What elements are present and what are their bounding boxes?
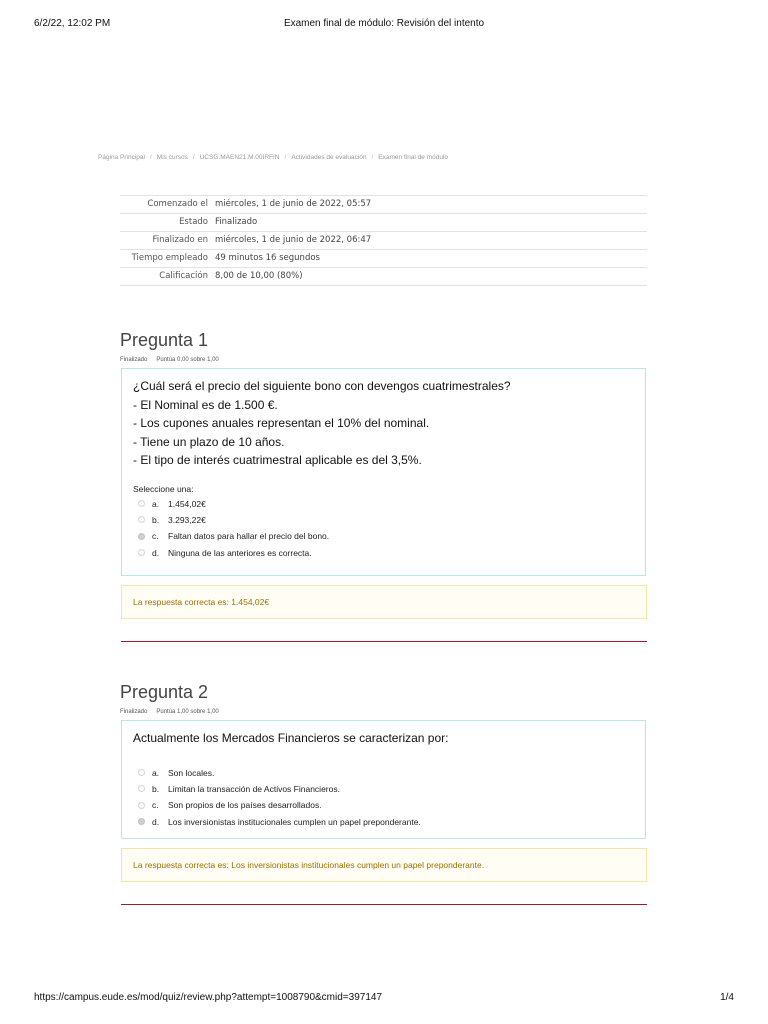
radio-button[interactable] [138, 516, 145, 523]
question-divider [121, 641, 647, 642]
radio-button[interactable] [138, 785, 145, 792]
question-score: Puntúa 1,00 sobre 1,00 [156, 709, 219, 715]
option-text: Los inversionistas institucionales cumplen un papel preponderante. [168, 816, 421, 827]
summary-value: miércoles, 1 de junio de 2022, 05:57 [215, 199, 372, 209]
summary-row-started [120, 196, 647, 214]
summary-value: 49 minutos 16 segundos [215, 253, 320, 263]
option-letter: c. [152, 531, 159, 542]
print-footer [34, 992, 734, 1006]
option-text: Son propios de los países desarrollados. [168, 800, 322, 811]
radio-button[interactable] [138, 769, 145, 776]
question-2-title: Pregunta 2 [120, 682, 209, 702]
option-text: Ninguna de las anteriores es correcta. [168, 547, 312, 558]
summary-label: Estado [179, 217, 208, 227]
print-datetime: 6/2/22, 12:02 PM [34, 18, 111, 29]
print-header [34, 18, 734, 32]
breadcrumb-separator: / [284, 154, 287, 161]
question-1-title: Pregunta 1 [120, 330, 209, 350]
option-letter: a. [152, 767, 160, 778]
question-2-content [121, 720, 646, 839]
breadcrumb-separator: / [149, 154, 152, 161]
option-letter: b. [152, 514, 160, 525]
summary-row-finished [120, 232, 647, 250]
question-text-line: - Los cupones anuales representan el 10% del nominal. [133, 416, 430, 430]
summary-label: Calificación [159, 271, 208, 281]
option-letter: b. [152, 783, 160, 794]
question-text-line: - El tipo de interés cuatrimestral aplicable es del 3,5%. [133, 453, 422, 467]
breadcrumb-item-exam[interactable]: Examen final de módulo [378, 154, 449, 161]
summary-label: Comenzado el [147, 199, 208, 209]
summary-value: Finalizado [215, 217, 258, 227]
answer-option-a[interactable] [138, 765, 634, 781]
question-2-feedback: La respuesta correcta es: Los inversionistas institucionales cumplen un papel preponderante. [121, 848, 647, 882]
breadcrumb-item-course[interactable]: UCSG.MAEN21.M.00IRFIN [199, 154, 280, 161]
option-letter: c. [152, 800, 159, 811]
option-text: Faltan datos para hallar el precio del bono. [168, 531, 330, 542]
question-status: Finalizado [120, 357, 148, 363]
answer-option-d[interactable] [138, 544, 634, 560]
breadcrumb-item-activities[interactable]: Actividades de evaluación [291, 154, 367, 161]
question-2-text [122, 721, 645, 748]
print-page-number: 1/4 [720, 992, 734, 1003]
question-divider [121, 904, 647, 905]
print-page-title: Examen final de módulo: Revisión del intento [283, 18, 485, 29]
question-1-content [121, 368, 646, 576]
summary-value: 8,00 de 10,00 (80%) [215, 271, 303, 281]
breadcrumb-item-home[interactable]: Página Principal [98, 154, 145, 161]
question-score: Puntúa 0,00 sobre 1,00 [156, 357, 219, 363]
option-letter: a. [152, 498, 160, 509]
option-letter: d. [152, 547, 160, 558]
summary-row-state [120, 214, 647, 232]
option-text: Son locales. [168, 767, 215, 778]
summary-label: Finalizado en [152, 235, 208, 245]
radio-button[interactable] [138, 500, 145, 507]
question-text-line: ¿Cuál será el precio del siguiente bono con devengos cuatrimestrales? [133, 379, 511, 393]
option-text: 1.454,02€ [168, 498, 206, 509]
radio-button-selected[interactable] [138, 533, 145, 540]
answer-option-d[interactable] [138, 813, 634, 829]
select-one-label: Seleccione una: [133, 483, 194, 494]
question-text-line: - El Nominal es de 1.500 €. [133, 397, 278, 412]
breadcrumb-separator: / [371, 154, 374, 161]
option-text: Limitan la transacción de Activos Financieros. [168, 783, 340, 794]
summary-row-time-taken [120, 250, 647, 268]
answer-option-b[interactable] [138, 781, 634, 797]
radio-button-selected[interactable] [138, 818, 145, 825]
answer-options [122, 494, 645, 569]
attempt-summary-table [120, 195, 647, 286]
radio-button[interactable] [138, 549, 145, 556]
summary-label: Tiempo empleado [131, 253, 208, 263]
print-url: https://campus.eude.es/mod/quiz/review.php?attempt=1008790&cmid=397147 [34, 992, 383, 1003]
answer-option-c[interactable] [138, 528, 634, 544]
answer-options [122, 748, 645, 838]
option-text: 3.293,22€ [168, 514, 206, 525]
option-letter: d. [152, 816, 160, 827]
radio-button[interactable] [138, 802, 145, 809]
question-1-feedback: La respuesta correcta es: 1.454,02€ [121, 585, 647, 619]
answer-option-b[interactable] [138, 512, 634, 528]
answer-option-c[interactable] [138, 797, 634, 813]
question-text-line: Actualmente los Mercados Financieros se caracterizan por: [133, 731, 449, 745]
summary-value: miércoles, 1 de junio de 2022, 06:47 [215, 235, 372, 245]
breadcrumb-item-my-courses[interactable]: Mis cursos [156, 154, 188, 161]
question-text-line: - Tiene un plazo de 10 años. [133, 434, 285, 449]
question-1-meta [120, 357, 219, 363]
breadcrumb [98, 154, 668, 161]
question-status: Finalizado [120, 709, 148, 715]
question-2-meta [120, 709, 219, 715]
summary-row-grade [120, 268, 647, 286]
question-1-text [122, 369, 645, 470]
breadcrumb-separator: / [192, 154, 195, 161]
answer-option-a[interactable] [138, 496, 634, 512]
